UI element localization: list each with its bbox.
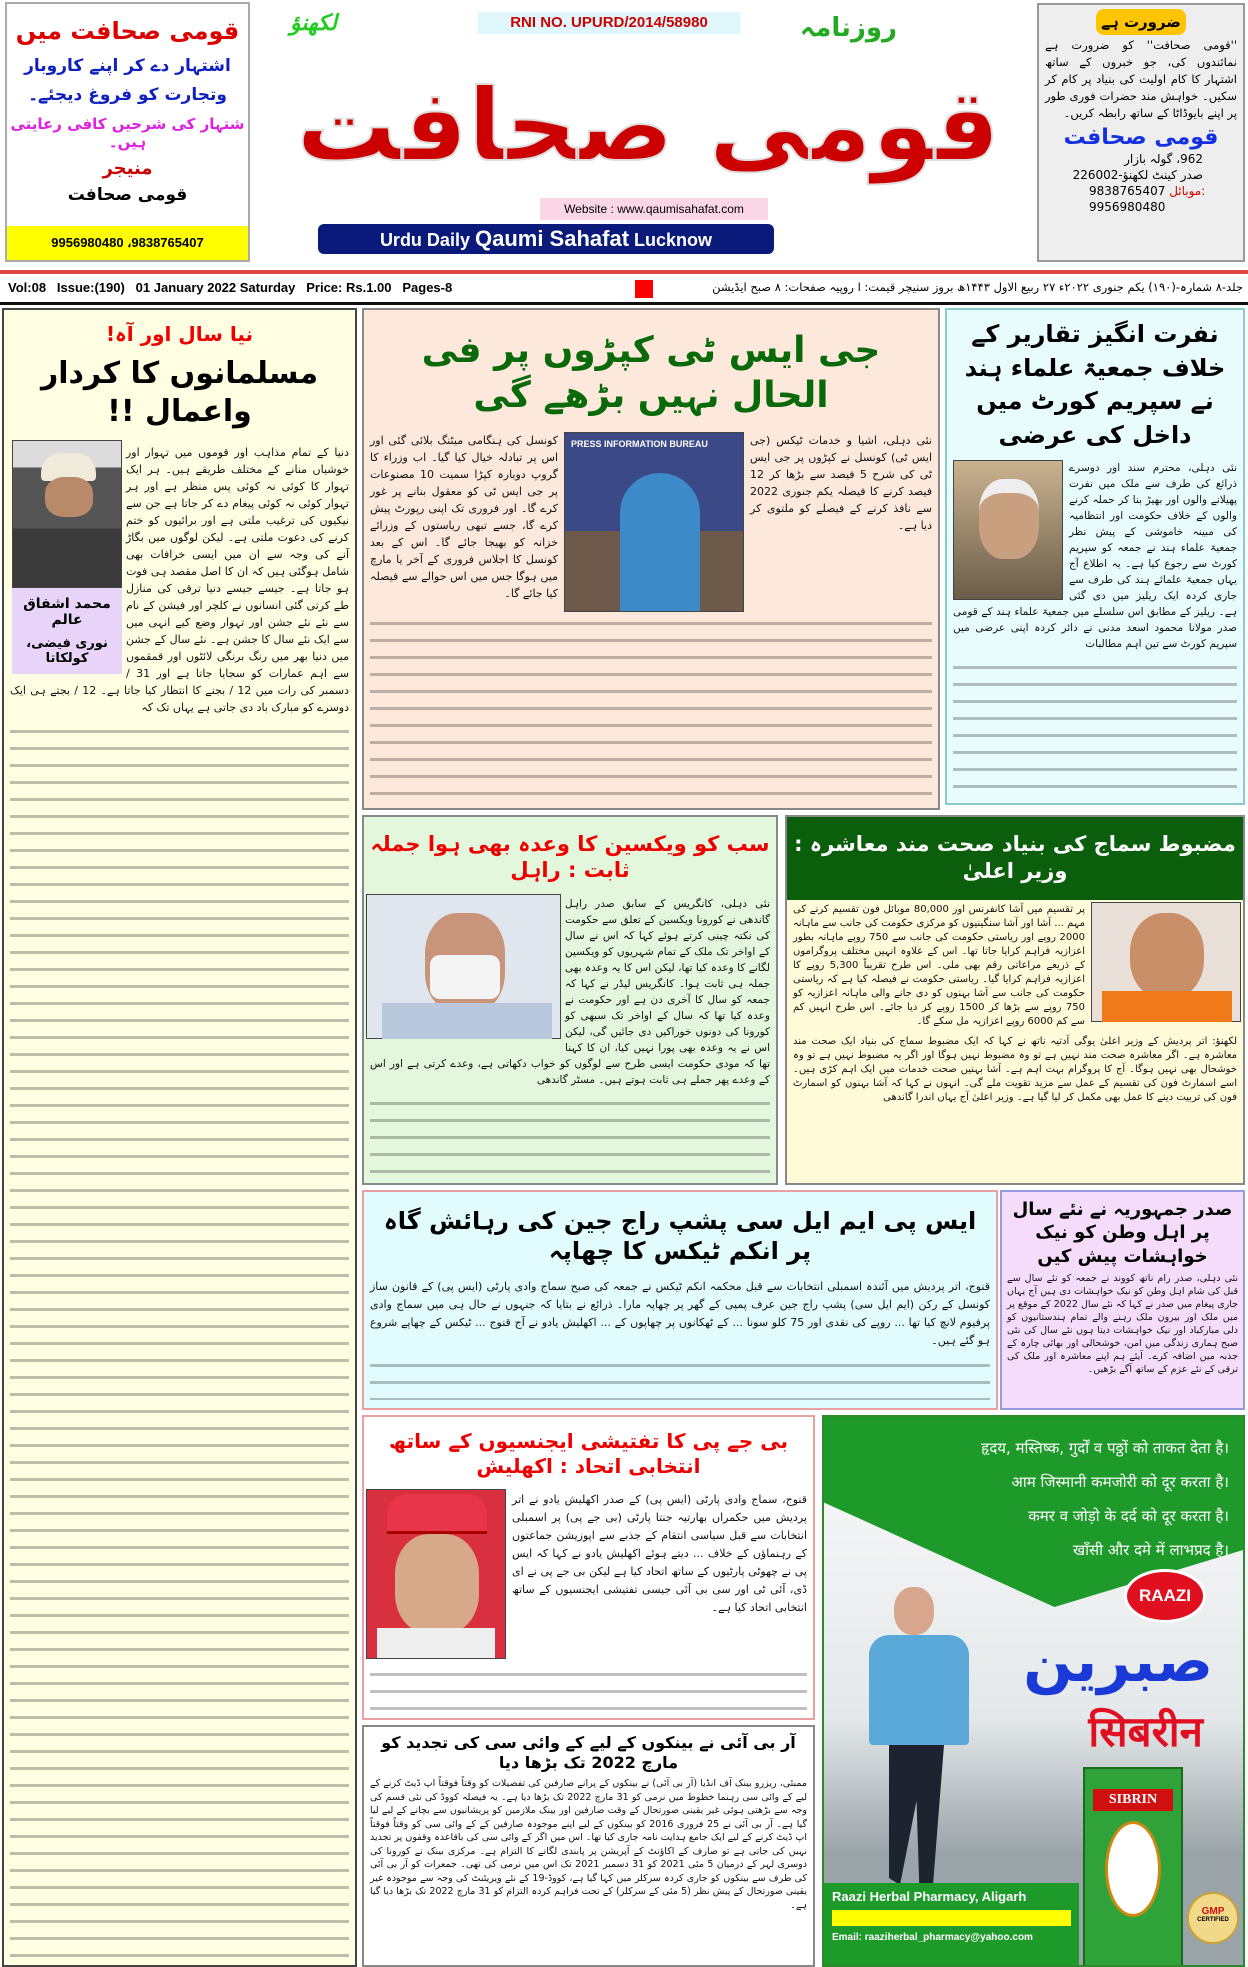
left-ad-manager: منیجر <box>102 158 153 179</box>
gst-headline: جی ایس ٹی کپڑوں پر فی الحال نہیں بڑھے گی <box>421 330 881 416</box>
rbi-article <box>362 1725 815 1967</box>
gst-article <box>362 308 940 810</box>
mobile-label: موبائل: <box>1169 183 1206 198</box>
gst-content <box>364 428 938 612</box>
akhilesh-article <box>362 1415 815 1720</box>
certified-label: CERTIFIED <box>1197 1917 1229 1923</box>
author-photo <box>12 440 122 588</box>
herb-image <box>1105 1821 1161 1917</box>
jamiat-article <box>945 308 1245 805</box>
left-ad-line3: شتہار کی شرحیں کافی رعایتی ہیں۔ <box>10 114 245 152</box>
editorial-title: مسلمانوں کا کردار واعمال !! <box>40 356 319 429</box>
author-box <box>12 588 122 674</box>
right-ad-box <box>1037 3 1245 262</box>
rahul-content <box>364 892 776 1092</box>
jamiat-photo <box>953 460 1063 600</box>
ad-line-2: आम जिस्मानी कमजोरी को दूर करता है। <box>1011 1473 1229 1491</box>
gst-body-left: کونسل کی ہنگامی میٹنگ بلائی گئی اور اس پر تبادلہ خیال کیا گیا۔ اب وزراء کا گروپ دوبارہ کپڑا سمیت 10 مصنوعات پر جی ایس ٹی کو معقول بنانے پر غور کرے گا۔ اور فروری تک اپنی رپورٹ پیش کرے گا، جسے تبھی ریاستوں کے وزرائے خزانہ کو بھیجا جائے گا۔ اس کے بعد کونسل کا اجلاس فروری کے آخر یا مارچ میں ہوگا جس میں اس حوالے سے فیصلہ کیا جائے گا۔ <box>370 434 558 600</box>
pages: Pages-8 <box>402 280 453 295</box>
ad-line-3: कमर व जोड़ो के दर्द को दूर करता है। <box>1028 1507 1229 1525</box>
ad-line-4: खाँसी और दमे में लाभप्रद है। <box>1072 1541 1229 1559</box>
dateline-english <box>8 280 628 295</box>
akhilesh-text-continuation <box>370 1667 807 1710</box>
jamiat-face <box>979 479 1039 559</box>
left-ad-phones: 9956980480 ،9838765407 <box>7 226 248 260</box>
english-prefix: Urdu Daily <box>379 230 470 250</box>
ad-footer <box>824 1883 1079 1965</box>
date: 01 January 2022 Saturday <box>135 280 296 295</box>
red-cap <box>387 1494 487 1534</box>
runner-figure <box>864 1587 974 1887</box>
president-headline: صدر جمہوریہ نے نئے سال پر اہل وطن کو نیک خواہشات پیش کیں <box>1012 1199 1233 1267</box>
product-box <box>1083 1767 1183 1967</box>
wanted-badge: ضرورت ہے <box>1096 9 1186 35</box>
left-ad-line1: اشتہار دے کر اپنے کاروبار <box>24 56 231 76</box>
akhilesh-content <box>364 1487 813 1663</box>
ad-hindi-claims <box>981 1431 1229 1567</box>
editorial-content <box>4 440 355 720</box>
yogi-face <box>1130 913 1204 999</box>
red-rule <box>0 270 1248 274</box>
yogi-headline: مضبوط سماج کی بنیاد صحت مند معاشرہ : وزیر اعلیٰ <box>787 817 1243 900</box>
editorial-article <box>2 308 357 1967</box>
ad-line-1: हृदय, मस्तिष्क, गुर्दों व पठ्ठों को ताकत देता है। <box>981 1439 1229 1457</box>
shirt-shape <box>382 1003 552 1039</box>
rbi-headline: آر بی آئی نے بینکوں کے لیے کے وائی سی کی تجدید کو مارچ 2022 تک بڑھا دیا <box>381 1733 796 1772</box>
product-name: SIBRIN <box>1093 1789 1173 1811</box>
pharmacy-name: Raazi Herbal Pharmacy, Aligarh <box>832 1889 1027 1904</box>
phone-1: 9838765407 <box>1089 183 1166 198</box>
mobile-line <box>1039 184 1243 198</box>
gst-photo-caption: PRESS INFORMATION BUREAU <box>571 439 708 449</box>
akhilesh-photo <box>366 1489 506 1659</box>
rahul-photo <box>366 894 561 1039</box>
akhilesh-shirt <box>377 1628 495 1658</box>
runner-legs <box>889 1745 944 1885</box>
wanted-text: ''قومی صحافت'' کو ضرورت ہے نمائندوں کی، جو خبروں کے ساتھ اشتہار کا کام اولیت کی بنیاد پر کام کر سکیں۔ خواہش مند حضرات فوری طور پر اپنے بایوڈاٹا کے ساتھ رابطہ کریں۔ <box>1045 38 1237 120</box>
runner-shirt <box>869 1635 969 1745</box>
rahul-article <box>362 815 778 1185</box>
yogi-photo <box>1091 902 1241 1022</box>
gst-body-right: نئی دہلی، اشیا و خدمات ٹیکس (جی ایس ٹی) کونسل نے کپڑوں پر جی ایس ٹی کی شرح 5 فیصد سے بڑھا کر 12 فیصد کرنے کا فیصلہ یکم جنوری 2022 سے نافذ کرنے کے فیصلے کو ملتوی کر دیا ہے۔ <box>750 434 933 532</box>
masthead-logo: قومی صحافت <box>296 67 1000 184</box>
sp-text-continuation <box>370 1358 990 1400</box>
right-ad-paper: قومی صحافت <box>1063 125 1219 150</box>
gmp-seal <box>1187 1892 1239 1944</box>
left-ad-title: قومی صحافت میں <box>15 17 240 45</box>
address-1: 962، گولہ بازار <box>1124 151 1203 166</box>
yogi-body-right: لکھنؤ: اتر پردیش کے وزیر اعلیٰ یوگی آدتیہ ناتھ نے کہا کہ ایک مضبوط سماج کی بنیاد ایک صحت مند معاشرہ ہے۔ اگر معاشرہ صحت مند نہیں ہے تو وہ مضبوط نہیں ہوگا اور اگر یہ مضبوط نہیں ہے تو وہ خوشحال بھی نہیں ہوگا۔ آج کا پروگرام بہت اہم ہے۔ آشا بہنیں صحت خدمات میں ایک اہم کڑی ہیں۔ اسے اسمارٹ فون کی تقسیم کے عمل سے مزید تقویت ملے گی۔ انہوں نے کہا کہ آشا بہنوں کو اسمارٹ فون کی تربیت دینے کا عمل بھی مکمل کر لیا گیا ہے۔ وزیر اعلیٰ آج یہاں اندرا گاندھی <box>793 1035 1237 1103</box>
phone-2: 9956980480 <box>1089 199 1166 214</box>
runner-head <box>894 1587 934 1635</box>
volume: Vol:08 <box>8 280 47 295</box>
president-article <box>1000 1190 1245 1410</box>
saffron-robe <box>1102 991 1232 1022</box>
jamiat-text-continuation <box>953 660 1237 795</box>
left-ad-paper: قومی صحافت <box>67 184 188 205</box>
author-location: نوری فیضی، کولکاتا <box>26 636 108 666</box>
sp-article <box>362 1190 998 1410</box>
yogi-body-left: پر تقسیم میں آشا کانفرنس اور 80,000 موبائل فون تقسیم کرنے کی مہم ... آشا اور آشا سنگینیوں کو مرکزی حکومت کی جانب سے ماہانہ 2000 روپے اور ریاستی حکومت کی جانب سے 750 روپے ماہانہ بطور اعزازیہ فراہم کرایا جاتا تھا۔ اس کے علاوہ انہیں مختلف پروگراموں کے ذریعے مراعاتی رقم بھی ملی۔ اس طرح تقریباً 5,300 روپے کا اعزازیہ فراہم کرایا گیا۔ ریاستی حکومت نے فیصلہ کیا ہے کہ ریاستی حکومت کی جانب سے آشا بہنوں کو دی جانے والی ماہانہ اعزازیہ کو 750 روپے سے بڑھا کر 1500 روپے کر دیا جائے۔ اس طرح انہیں کم سے کم 6000 روپے اعزازیہ مل سکے گا۔ <box>793 903 1086 1027</box>
price: Price: Rs.1.00 <box>306 280 392 295</box>
english-city: Lucknow <box>634 230 713 250</box>
rni-number: RNI NO. UPURD/2014/58980 <box>478 12 740 34</box>
english-name: Qaumi Sahafat <box>474 226 630 251</box>
rahul-headline: سب کو ویکسین کا وعدہ بھی ہوا جملہ ثابت : راہل <box>370 832 770 883</box>
editorial-text-continuation <box>10 724 349 1957</box>
city-label: لکھنؤ <box>290 11 337 36</box>
daily-label: روزنامہ <box>800 13 897 43</box>
editorial-body: دنیا کے تمام مذاہب اور قوموں میں تہوار اور خوشیاں منانے کے مختلف طریقے ہیں۔ ہر ایک تہوار کا کوئی نہ کوئی پس منظر ہے اور ہر تہوار کوئی نہ کوئی پیغام دے کر جاتا ہے جن سے نیکیوں کی ترغیب ملتی ہے اور برائیوں کو ختم کرنے کی دعوت ملتی ہے۔ لیکن لوگوں میں بگاڑ آنے کی وجہ سے ان میں ایسی خرافات بھی شامل ہوگئی ہیں کہ ان کا اصل مقصد ہی فوت ہو جاتا ہے۔ جیسے جیسے دنیا ترقی کی منازل طے کرتی گئی انسانوں نے کلچر اور فیشن کے نام سے نئے نئے جشن اور تہوار وضع کیے انہی میں سے ایک نئے سال کا جشن ہے۔ نئے سال کے جشن میں دنیا بھر میں رنگ برنگی لائٹوں اور قمقموں سے اہم عمارات کو سجایا جاتا ہے اور 31 / دسمبر کی رات میں 12 / بجنے کا انتظار کیا جاتا ہے۔ 12 / بجتے ہی ایک دوسرے کو مبارک باد دی جاتی ہے یہاں تک کہ <box>10 446 350 714</box>
gst-text-continuation <box>370 616 932 800</box>
english-title-band <box>318 224 774 254</box>
sibrin-ad <box>822 1415 1245 1967</box>
left-ad-line2: وتجارت کو فروغ دیجئے۔ <box>28 85 227 106</box>
author-name: محمد اشفاق عالم <box>23 596 111 628</box>
yellow-strip <box>832 1910 1071 1926</box>
brand-urdu: صبرین <box>1023 1627 1213 1695</box>
sp-body: قنوج، اتر پردیش میں آئندہ اسمبلی انتخابات سے قبل محکمہ انکم ٹیکس نے جمعہ کی صبح سماج وادی پارٹی (ایس پی) کے قانون ساز کونسل کے رکن (ایم ایل سی) پشپ راج جین عرف پمپی کے گھر پر چھاپہ مارا۔ ذرائع نے بتایا کہ جنہوں نے حال ہی میں سماج وادی پرفیوم لانچ کیا تھا ... روپے کی نقدی اور 75 کلو سونا ... کے ٹھکانوں پر چھاپوں کے ... اکھلیش یادو نے آج قنوج ... ٹیکس کے چھاپے شروع ہو گئے ہیں۔ <box>370 1280 990 1347</box>
red-square <box>635 280 653 298</box>
jamiat-headline: نفرت انگیز تقاریر کے خلاف جمعیۃ علماء ہند نے سپریم کورٹ میں داخل کی عرضی <box>964 320 1226 449</box>
editorial-kicker: نیا سال اور آہ! <box>105 322 254 346</box>
jamiat-content <box>947 456 1243 656</box>
jamiat-body: نئی دہلی، محترم سند اور دوسرے ذرائع کی طرف سے ملک میں نفرت پھیلانے والوں اور بھیڑ بنا کر حملہ کرنے والوں کے خلاف حکومت اور انتظامیہ کی مبینہ خاموشی کے پیش نظر جمعیۃ علماء ہند نے جمعہ کو سپریم کورٹ سے رجوع کیا ہے۔ یہ اطلاع آج یہاں جمعیۃ علمائے ہند کی طرف سے جاری کردہ ایک ریلیز میں دی گئی ہے۔ ریلیز کے مطابق اس سلسلے میں جمعیۃ علماء ہند کے قومی صدر مولانا محمود اسعد مدنی نے دائر کردہ اپنی عرضی میں سپریم کورٹ سے تین اہم مطالبات <box>953 462 1237 651</box>
rahul-text-continuation <box>370 1096 770 1176</box>
sp-headline: ایس پی ایم ایل سی پشپ راج جین کی رہائش گاہ پر انکم ٹیکس کا چھاپہ <box>383 1207 977 1265</box>
issue: Issue:(190) <box>56 280 125 295</box>
akhilesh-body: قنوج، سماج وادی پارٹی (ایس پی) کے صدر اکھلیش یادو نے اتر پردیش میں حکمراں بھارتیہ جنتا پارٹی (بی جے پی) پر اسمبلی انتخابات سے قبل سیاسی انتقام کے جذبے سے اپوزیشن جماعتوں کے رہنماؤں کے خلاف ... دیتے ہوئے اکھلیش یادو نے کہا کہ ایس پی نے چھوٹی پارٹیوں کے ساتھ اتحاد کیا ہے لیکن بی جے پی نے ای ڈی، آئی ٹی اور سی بی آئی جیسی تفتیشی ایجنسیوں کے ساتھ انتخابی اتحاد کیا ہے۔ <box>512 1493 807 1614</box>
president-body: نئی دہلی، صدر رام ناتھ کووند نے جمعہ کو نئے سال سے قبل کی شام اہل وطن کو نیک خواہشات دی ہیں آج یہاں جاری پیغام میں صدر نے کہا کہ نئے سال 2022 کے موقع پر میں ملک اور بیرون ملک رہنے والے تمام ہندستانیوں کو دلی مبارکباد اور نیک خواہشات دیتا ہوں نئے سال کی نئی صبح ہماری زندگی میں امن، خوشحالی اور بھائی چارہ کے جذبہ میں اضافہ کرے۔ آیئے ہم اپنے معاشرہ اور ملک کی ترقی کے نئے عزم کے ساتھ آگے بڑھیں۔ <box>1007 1273 1238 1376</box>
face-shape <box>45 477 93 517</box>
pharmacy-email: Email: raaziherbal_pharmacy@yahoo.com <box>832 1932 1033 1943</box>
left-ad-box <box>5 2 250 262</box>
black-rule <box>0 302 1248 305</box>
yogi-article <box>785 815 1245 1185</box>
speaker-figure <box>620 473 700 611</box>
author-block <box>12 440 122 674</box>
gst-photo <box>564 432 744 612</box>
rbi-body: ممبئی، ریزرو بینک آف انڈیا (آر بی آئی) نے بینکوں کے پرانے صارفین کی تفصیلات کو وقتاً فوقتاً اپ ڈیٹ کرنے کے لیے کے وائی سی رہنما خطوط میں نرمی کو 31 مارچ 2022 تک بڑھا دیا ہے۔ یہ فیصلہ کووڈ کی نئی قسم کی وجہ سے بڑھتی ہوئی غیر یقینی صورتحال کے وقت صارفین اور بینک ملازمین کو پریشانیوں سے بچانے کے لیے لیا گیا ہے۔ آر بی آئی نے 25 فروری 2016 کو بینکوں کے لیے اپنے موجودہ صارفین کے کے وائی سی کو وقتاً فوقتاً اپ ڈیٹ کرنے کے لیے ایک جامع ہدایت نامہ جاری کیا تھا۔ اس میں اگر کے وائی سی کی باقاعدہ وقفوں پر تجدید نہیں کی جاتی ہے تو صارف کے اکاؤنٹ کے آپریشن پر پابندی لگانے کا التزام ہے۔ مرکزی بینک نے کورونا کی دوسری لہر کے درمیان 5 مئی 2021 کو 31 دسمبر 2021 تک اس میں نرمی کی تھی۔ جمعرات کو آر بی آئی کی طرف سے بینکوں کو جاری کردہ سرکلر میں کہا گیا ہے، کووڈ-19 کے نئے ویریئنٹ کی وجہ سے موجودہ غیر یقینی صورتحال کے پیش نظر (5 مئی کے سرکلر) کے تحت فراہم کردہ التزام کو 31 مارچ 2022 تک بڑھا دیا گیا ہے۔ <box>370 1778 808 1911</box>
rahul-body: نئی دہلی، کانگریس کے سابق صدر راہل گاندھی نے کورونا ویکسین کے تعلق سے حکومت کی نکتہ چینی کرتے ہوئے کہا کہ اس نے سال کے اواخر تک ملک کے تمام شہریوں کو ویکسین لگانے کا وعدہ کیا تھا، لیکن اس کا یہ وعدہ بھی جملہ ہی ثابت ہوا۔ کانگریس لیڈر نے کہا کہ جمعہ کو سال کا آخری دن ہے اور حکومت نے وعدہ کیا تھا کہ سال کے اواخر تک سبھی کو کورونا کی دونوں خوراکیں دی جائیں گی، لیکن اس نے یہ وعدہ بھی پورا نہیں کیا، ان کا کہنا تھا کہ مودی حکومت ایسی طرح سے لوگوں کو خواب دکھاتی ہے، وعدے کرتی ہے اور اس کے وعدے پھر جملے ہی ثابت ہوتے ہیں۔ مسٹر گاندھی <box>370 897 770 1086</box>
mask-shape <box>430 955 500 999</box>
brand-hindi: सिबरीन <box>1088 1707 1203 1756</box>
akhilesh-face <box>395 1534 479 1634</box>
dateline-urdu: جلد-۸ شمارہ-(۱۹۰) یکم جنوری ۲۰۲۲ء ۲۷ ربیع الاول ۱۴۴۳ھ بروز سنیچر قیمت: ا روپیہ صفحات: ۸ صبح ایڈیشن <box>712 280 1243 294</box>
akhilesh-headline: بی جے پی کا تفتیشی ایجنسیوں کے ساتھ انتخابی اتحاد : اکھلیش <box>388 1429 789 1478</box>
gmp-label: GMP <box>1201 1906 1225 1917</box>
website-label: Website : www.qaumisahafat.com <box>540 198 768 220</box>
yogi-content <box>787 900 1243 1108</box>
raazi-logo: RAAZI <box>1124 1569 1206 1623</box>
address-2: صدر کینٹ لکھنؤ-226002 <box>1072 167 1203 182</box>
